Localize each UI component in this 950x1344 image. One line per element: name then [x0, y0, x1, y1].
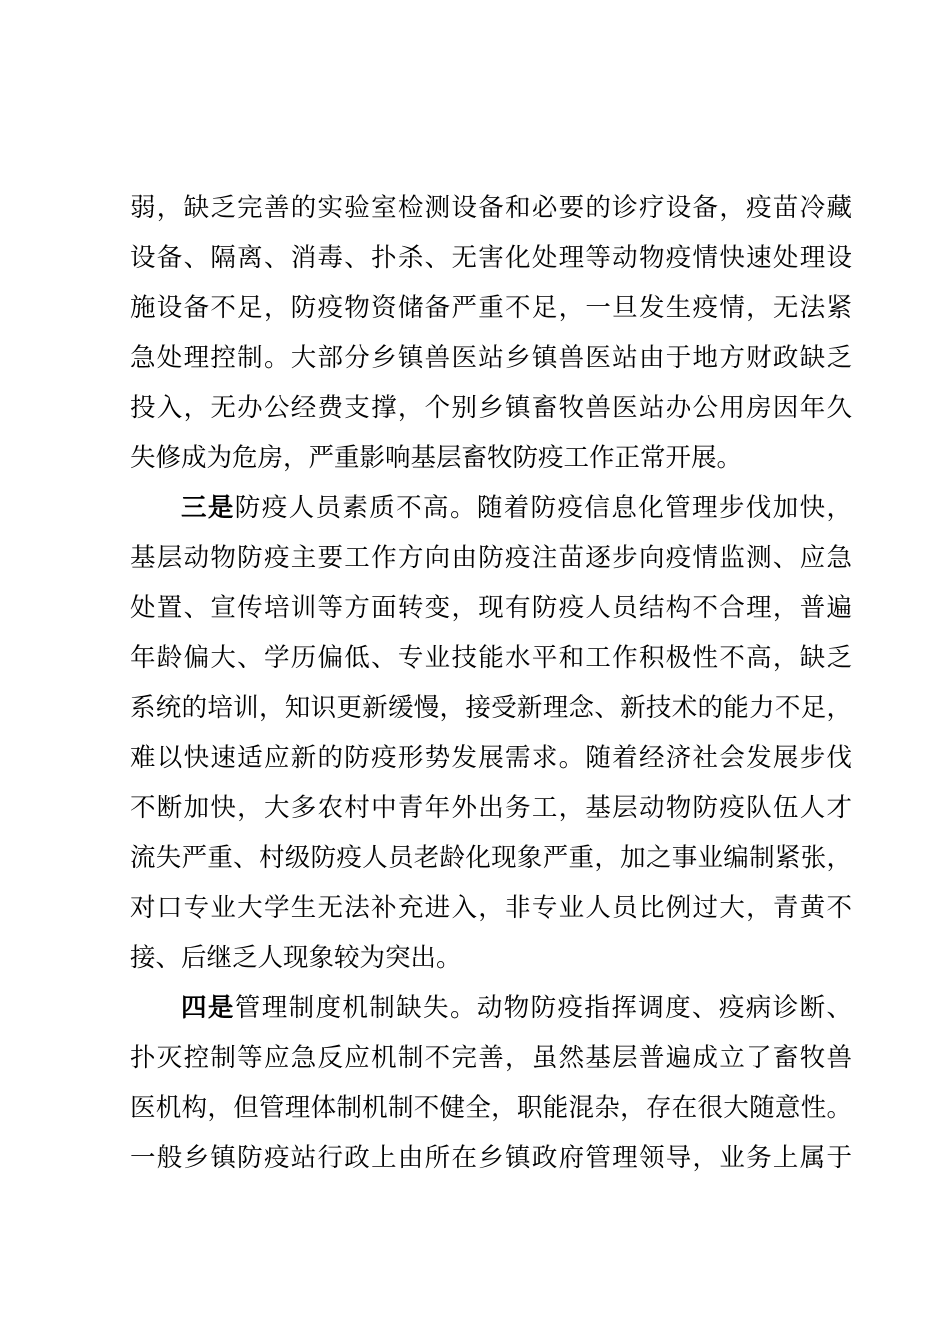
paragraph-four — [130, 983, 852, 1183]
paragraph-lead: 三是 — [181, 493, 235, 523]
text-line: 医机构，但管理体制机制不健全，职能混杂，存在很大随意性。 — [130, 1093, 852, 1123]
text-line: 年龄偏大、学历偏低、专业技能水平和工作积极性不高，缺乏 — [130, 643, 852, 673]
paragraph-three — [130, 483, 852, 983]
text-line: 一般乡镇防疫站行政上由所在乡镇政府管理领导，业务上属于 — [130, 1143, 852, 1173]
text-line: 扑灭控制等应急反应机制不完善，虽然基层普遍成立了畜牧兽 — [130, 1043, 852, 1073]
text-line: 急处理控制。大部分乡镇兽医站乡镇兽医站由于地方财政缺乏 — [130, 343, 852, 373]
text-line: 系统的培训，知识更新缓慢，接受新理念、新技术的能力不足， — [130, 693, 852, 723]
text-line: 不断加快，大多农村中青年外出务工，基层动物防疫队伍人才 — [130, 793, 852, 823]
text-line: 施设备不足，防疫物资储备严重不足，一旦发生疫情，无法紧 — [130, 293, 852, 323]
text-line: 失修成为危房，严重影响基层畜牧防疫工作正常开展。 — [130, 443, 743, 473]
paragraph-first-line — [130, 483, 852, 533]
text-line: 弱，缺乏完善的实验室检测设备和必要的诊疗设备，疫苗冷藏 — [130, 193, 852, 223]
paragraph-lead: 四是 — [181, 993, 235, 1023]
text-line: 难以快速适应新的防疫形势发展需求。随着经济社会发展步伐 — [130, 743, 852, 773]
text-line: 投入，无办公经费支撑，个别乡镇畜牧兽医站办公用房因年久 — [130, 393, 852, 423]
text-line: 设备、隔离、消毒、扑杀、无害化处理等动物疫情快速处理设 — [130, 243, 852, 273]
paragraph-first-line — [130, 983, 852, 1033]
paragraph-first-line-text: 防疫人员素质不高。随着防疫信息化管理步伐加快， — [234, 493, 852, 523]
paragraph-first-line-text: 管理制度机制缺失。动物防疫指挥调度、疫病诊断、 — [234, 993, 852, 1023]
text-line: 对口专业大学生无法补充进入，非专业人员比例过大，青黄不 — [130, 893, 852, 923]
text-line: 处置、宣传培训等方面转变，现有防疫人员结构不合理，普遍 — [130, 593, 852, 623]
paragraph-continuation — [130, 183, 852, 483]
text-line: 基层动物防疫主要工作方向由防疫注苗逐步向疫情监测、应急 — [130, 543, 852, 573]
text-line: 接、后继乏人现象较为突出。 — [130, 943, 462, 973]
text-line: 流失严重、村级防疫人员老龄化现象严重，加之事业编制紧张， — [130, 843, 852, 873]
